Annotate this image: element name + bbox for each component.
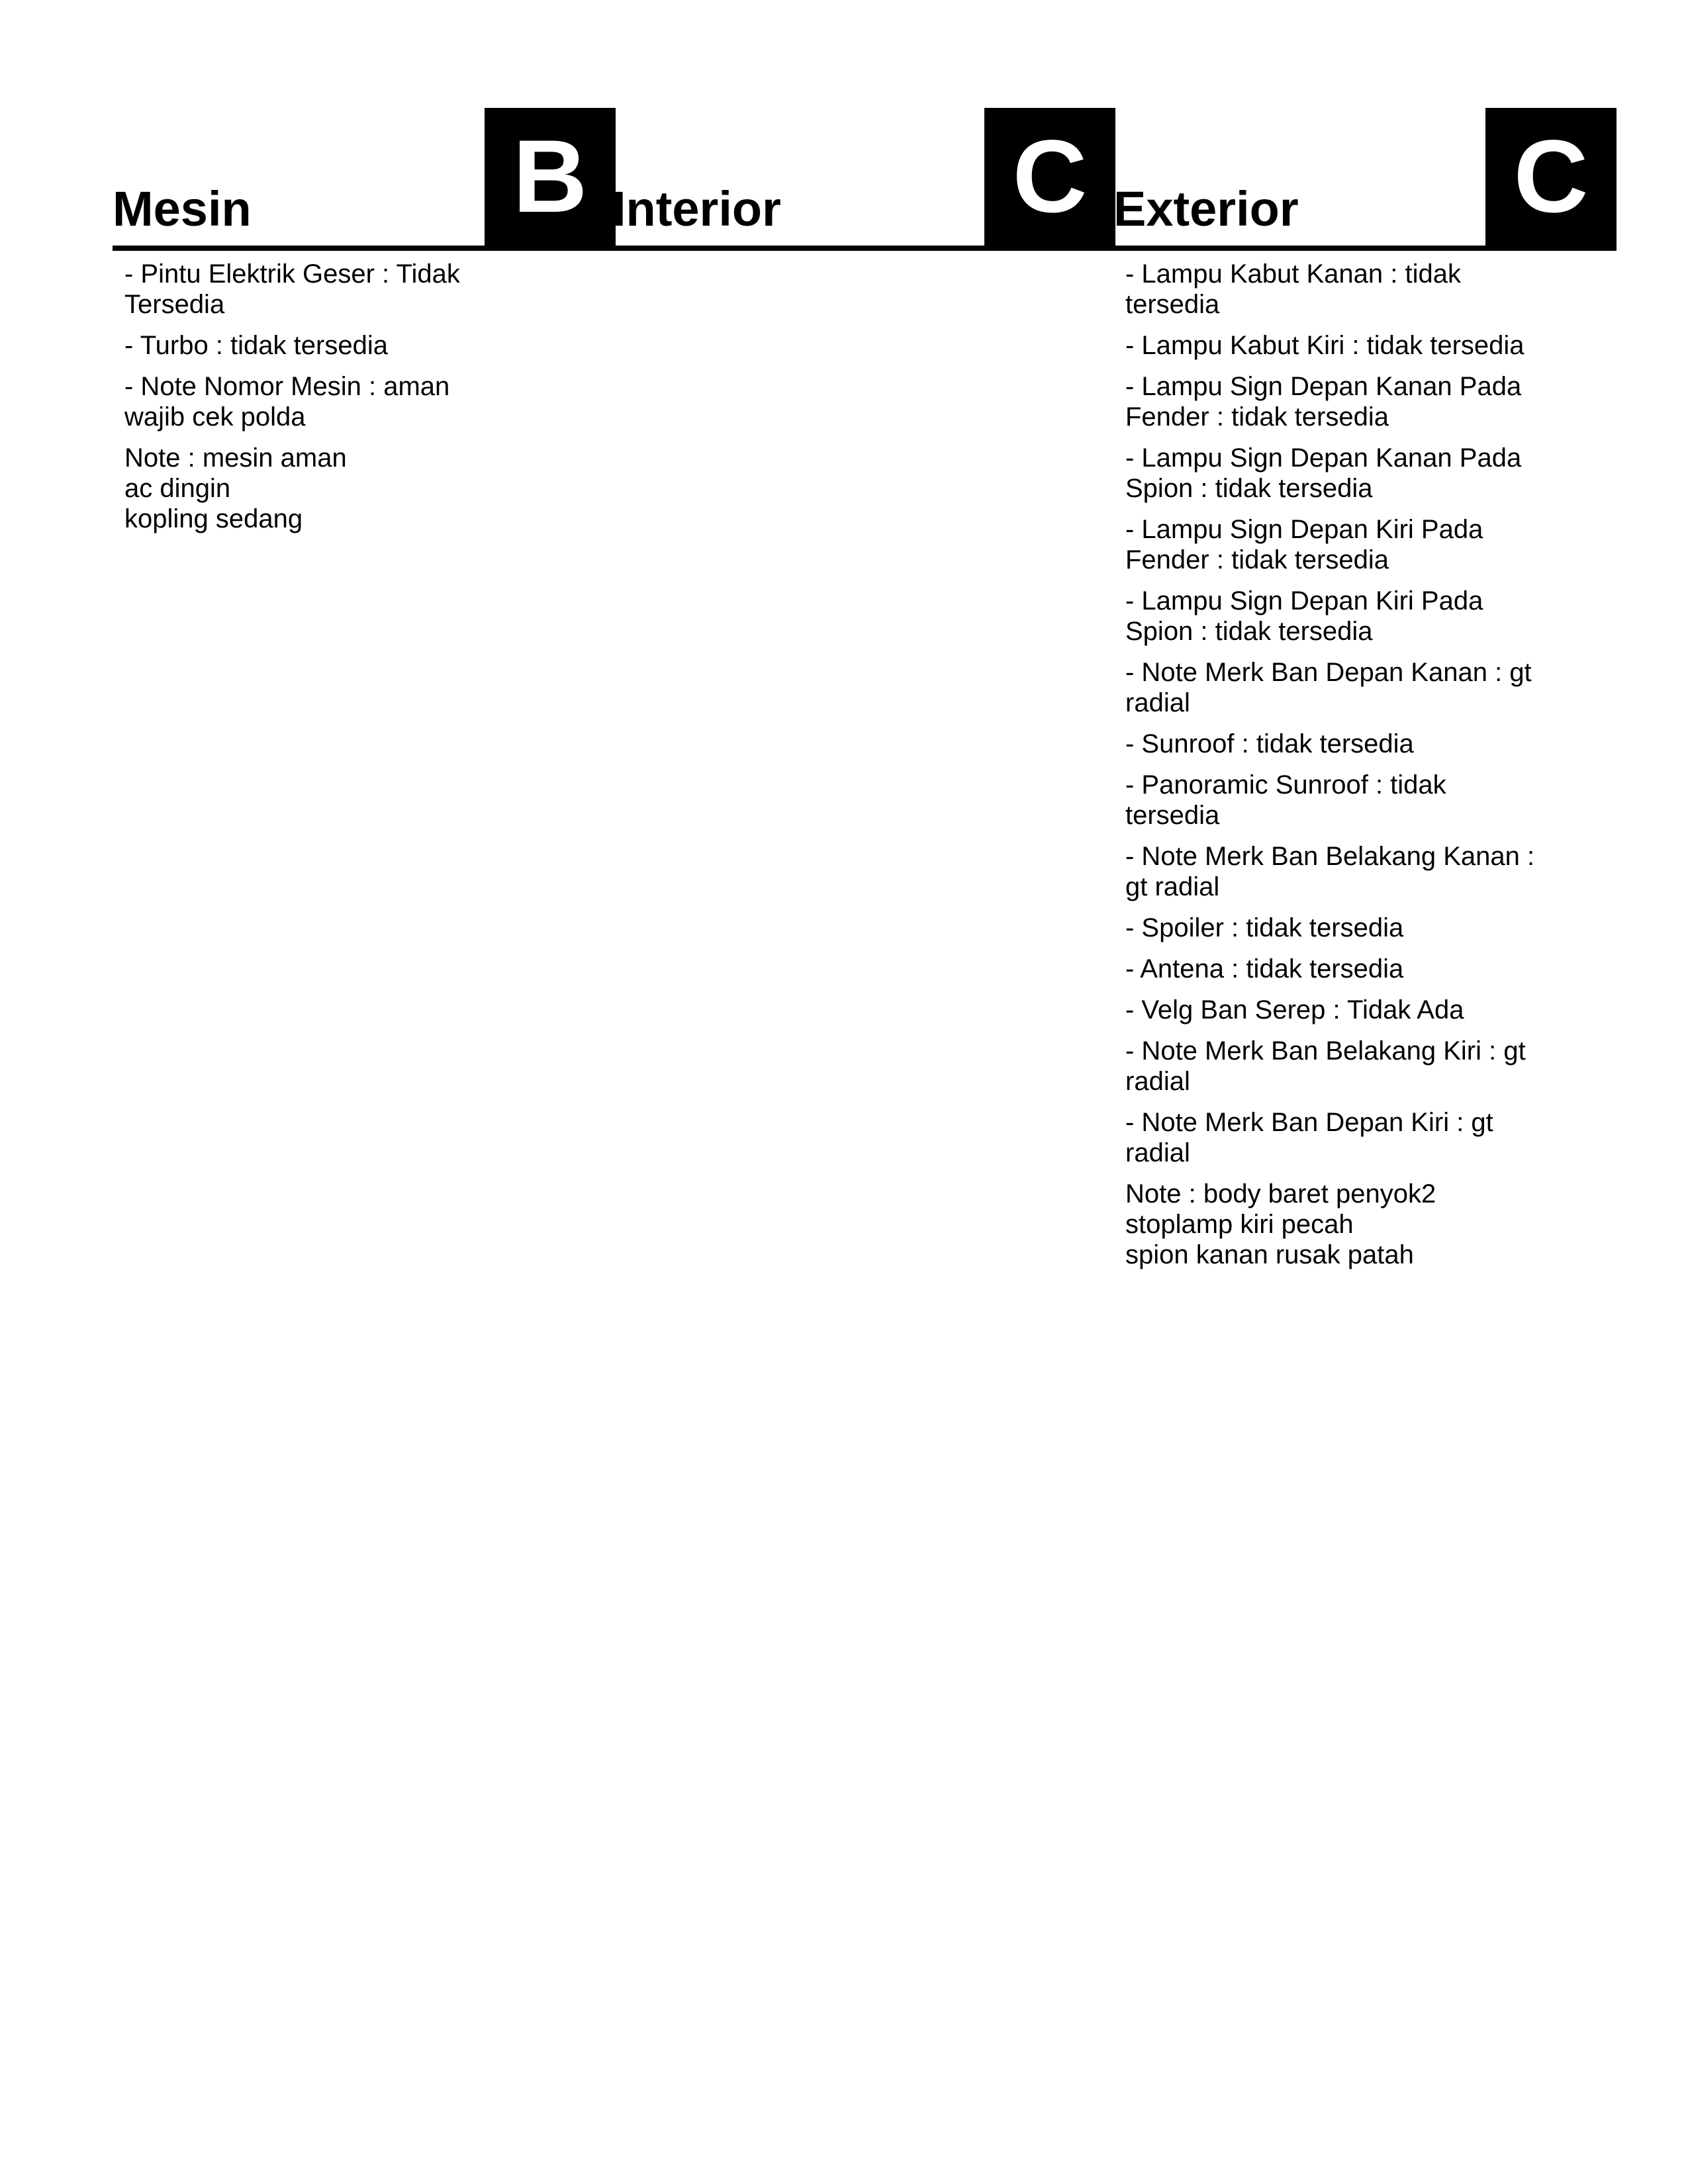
inspection-item: - Antena : tidak tersedia [1125,954,1404,983]
inspection-item: - Lampu Kabut Kiri : tidak tersedia [1125,331,1524,360]
inspection-item: - Note Merk Ban Depan Kanan : gt radial [1125,658,1532,717]
section-header [113,108,616,251]
section-title: Exterior [1113,181,1299,236]
inspection-item: Note : mesin aman ac dingin kopling sedang [124,443,347,533]
item-list [612,251,1115,259]
section-header [612,108,1115,251]
grade-badge: C [984,108,1115,246]
inspection-item: - Note Merk Ban Belakang Kanan : gt radial [1125,842,1535,901]
item-list [113,251,616,534]
inspection-item: - Spoiler : tidak tersedia [1125,913,1404,942]
inspection-item: - Panoramic Sunroof : tidak tersedia [1125,770,1446,830]
inspection-item: - Sunroof : tidak tersedia [1125,729,1414,758]
inspection-item: - Lampu Sign Depan Kiri Pada Spion : tidak tersedia [1125,586,1483,646]
section-interior [612,108,1115,259]
inspection-item: - Lampu Sign Depan Kiri Pada Fender : tidak tersedia [1125,515,1483,574]
section-title: Mesin [113,181,252,236]
inspection-item: - Pintu Elektrik Geser : Tidak Tersedia [124,259,460,319]
grade-badge: C [1485,108,1617,246]
section-title: Interior [612,181,781,236]
section-exterior [1113,108,1617,1281]
inspection-item: - Velg Ban Serep : Tidak Ada [1125,995,1464,1024]
inspection-item: - Turbo : tidak tersedia [124,331,388,360]
section-mesin [113,108,616,545]
grade-badge: B [485,108,616,246]
inspection-item: - Note Merk Ban Belakang Kiri : gt radial [1125,1036,1526,1096]
inspection-item: - Lampu Kabut Kanan : tidak tersedia [1125,259,1461,319]
inspection-item: - Note Nomor Mesin : aman wajib cek polda [124,372,450,432]
inspection-item: Note : body baret penyok2 stoplamp kiri pecah spion kanan rusak patah [1125,1179,1436,1269]
inspection-item: - Note Merk Ban Depan Kiri : gt radial [1125,1108,1493,1167]
inspection-item: - Lampu Sign Depan Kanan Pada Spion : tidak tersedia [1125,443,1522,503]
item-list [1113,251,1617,1270]
section-header [1113,108,1617,251]
inspection-item: - Lampu Sign Depan Kanan Pada Fender : tidak tersedia [1125,372,1522,432]
